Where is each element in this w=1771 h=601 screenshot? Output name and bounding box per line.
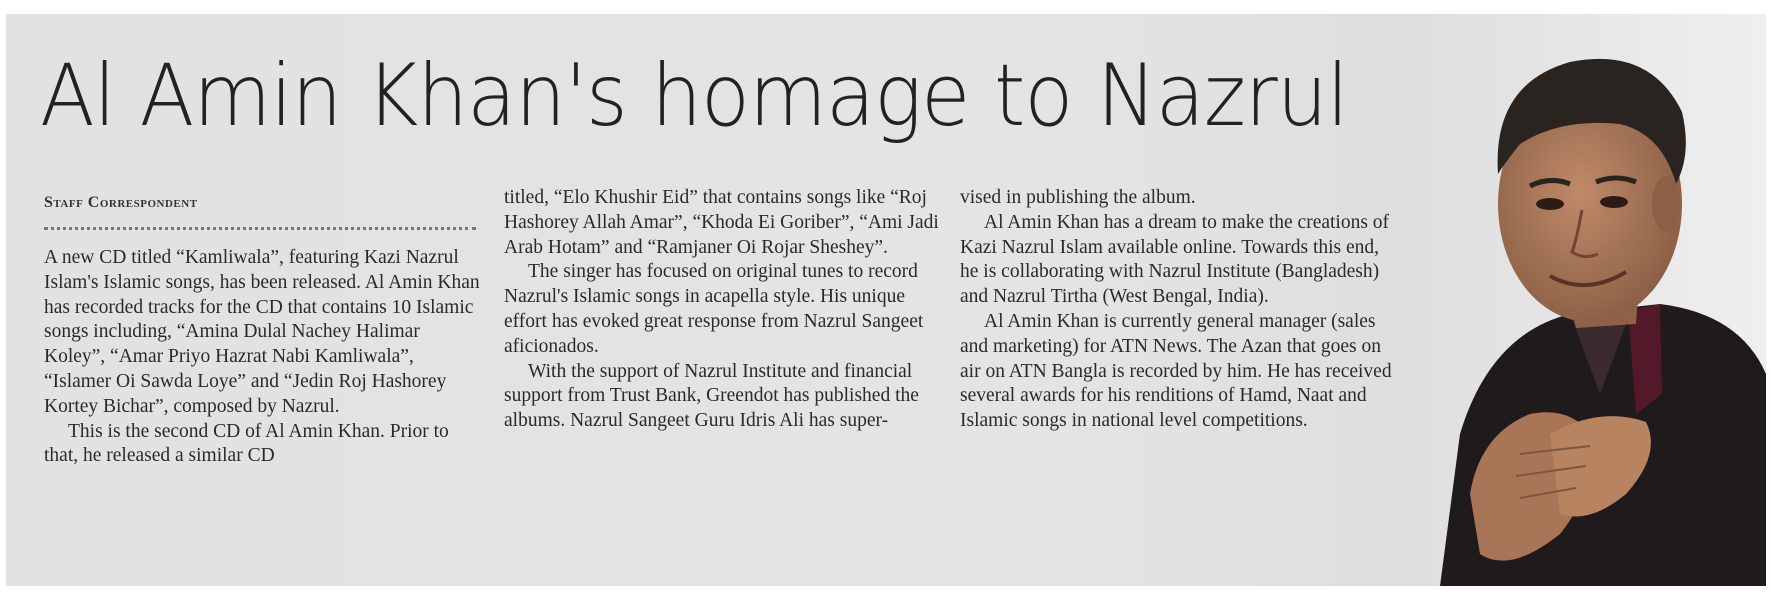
byline-divider [44,227,476,230]
headline: Al Amin Khan's homage to Nazrul [40,46,1348,146]
paragraph: A new CD titled “Kamliwala”, featuring Kazi Nazrul Islam's Islamic songs, has been released. Al Amin Khan has recorded tracks for the CD that contains 10 Islamic songs including, “Amina Dulal Nachey Halimar Koley”, “Amar Priyo Hazrat Nabi Kamliwala”, “Islamer Oi Sawda Loye” and “Jedin Roj Hashorey Kortey Bichar”, composed by Nazrul. [44,247,480,417]
portrait-illustration [1400,14,1766,586]
paragraph: With the support of Nazrul Institute and financial support from Trust Bank, Greendot has published the albums. Nazrul Sangeet Guru Idris Ali has super- [504,360,919,432]
paragraph: Al Amin Khan has a dream to make the creations of Kazi Nazrul Islam available online. Towards this end, he is collaborating with Nazrul Institute (Bangladesh) and Nazrul Tirtha (West Bengal, India). [960,211,1390,308]
paragraph: vised in publishing the album. [960,187,1196,208]
paragraph: This is the second CD of Al Amin Khan. Prior to that, he released a similar CD [44,420,449,467]
article-column-2 [504,186,944,434]
paragraph: titled, “Elo Khushir Eid” that contains songs like “Roj Hashorey Allah Amar”, “Khoda Ei Goriber”, “Ami Jadi Arab Hotam” and “Ramjaner Oi Rojar Sheshey”. [504,187,939,258]
article-column-1 [44,246,484,469]
byline: Staff Correspondent [44,194,198,211]
paragraph: The singer has focused on original tunes to record Nazrul's Islamic songs in acapella style. His unique effort has evoked great response from Nazrul Sangeet aficionados. [504,261,924,357]
portrait-photo [1400,14,1766,586]
paragraph: Al Amin Khan is currently general manager (sales and marketing) for ATN News. The Azan that goes on air on ATN Bangla is recorded by him. He has received several awards for his renditions of Hamd, Naat and Islamic songs in national level competitions. [960,310,1392,432]
article-column-3 [960,186,1400,434]
